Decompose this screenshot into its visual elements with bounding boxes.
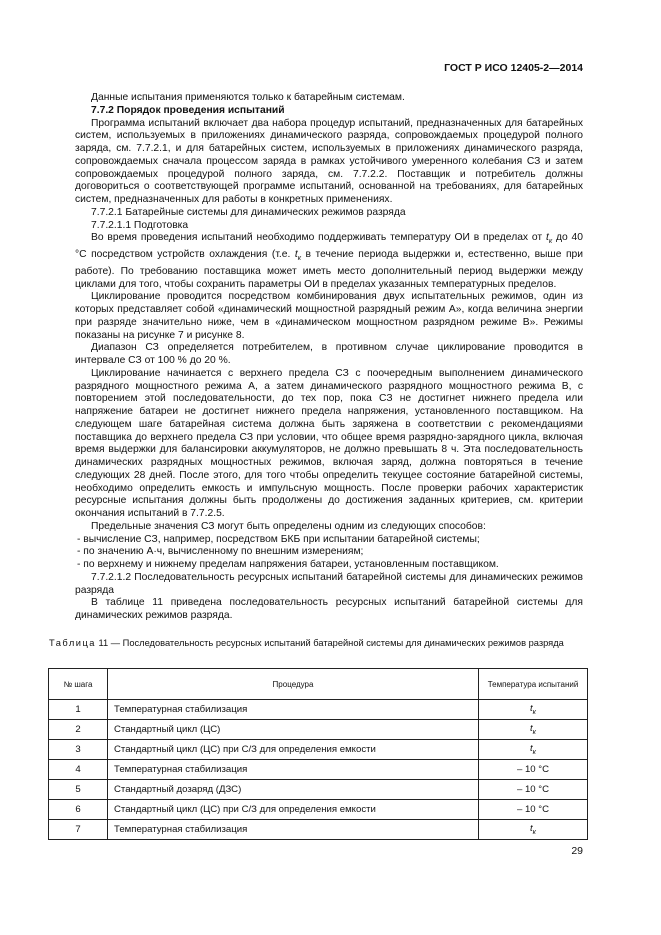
step-number: 5 (49, 780, 108, 800)
methods-list (75, 534, 583, 572)
subsection-heading: 7.7.2.1.2 Последовательность ресурсных испытаний батарейной системы для динамических режимов разряда (75, 571, 583, 596)
table-row (49, 760, 588, 780)
procedure-cell: Стандартный цикл (ЦС) при С/З для определения емкости (108, 800, 479, 820)
paragraph: Предельные значения СЗ могут быть определены одним из следующих способов: (91, 520, 486, 532)
procedure-cell: Стандартный цикл (ЦС) при С/З для определения емкости (108, 740, 479, 760)
step-number: 3 (49, 740, 108, 760)
tk-symbol: $t_к$ (294, 249, 302, 263)
temperature-cell (479, 720, 588, 740)
step-number: 1 (49, 700, 108, 720)
subsection-heading: 7.7.2.1.1 Подготовка (91, 219, 189, 231)
temperature-cell (479, 820, 588, 840)
paragraph: Диапазон СЗ определяется потребителем, в противном случае циклирование проводится в интервале СЗ от 100 % до 20 %. (75, 342, 583, 367)
test-sequence-table (48, 668, 588, 840)
paragraph: Программа испытаний включает два набора процедур испытаний, предназначенных для батарейных систем, используемых в приложениях динамического разряда, сопровождаемых процедурой полного заряда, см. 7.7.2.1, и для батарейных систем, используемых в приложениях динамического разряда, сопровождаемых сначала процессом заряда в рамках устойчивого умеренного колебания СЗ и затем сопровождаемых процедурой полного заряда, см. 7.7.2.2. Поставщик и потребитель должны договориться о соответствующей программе испытаний, основанной на требованиях, для батарейных систем, предназначенных для работы в конкретных применениях. (75, 117, 583, 205)
tk-symbol: $t_к$ (530, 703, 536, 716)
table-row (49, 820, 588, 840)
table-row (49, 780, 588, 800)
tk-symbol: $t_к$ (530, 743, 536, 756)
step-number: 6 (49, 800, 108, 820)
table-row (49, 800, 588, 820)
table-header-row (49, 669, 588, 700)
step-number: 7 (49, 820, 108, 840)
temperature-cell (479, 700, 588, 720)
tk-symbol: $t_к$ (530, 823, 536, 836)
temperature-cell: – 10 °С (479, 760, 588, 780)
table-caption: Таблица 11 — Последовательность ресурсных испытаний батарейной системы для динамических режимов разряда (49, 638, 564, 648)
temperature-cell: – 10 °С (479, 780, 588, 800)
section-heading: 7.7.2 Порядок проведения испытаний (91, 104, 285, 116)
paragraph: В таблице 11 приведена последовательность ресурсных испытаний батарейной системы для динамических режимов разряда. (75, 597, 583, 622)
table-row (49, 720, 588, 740)
table-row (49, 700, 588, 720)
column-header: № шага (49, 669, 108, 700)
subsection-heading: 7.7.2.1 Батарейные системы для динамических режимов разряда (91, 206, 406, 218)
step-number: 4 (49, 760, 108, 780)
column-header: Процедура (108, 669, 479, 700)
column-header: Температура испытаний (479, 669, 588, 700)
paragraph: Данные испытания применяются только к батарейным системам. (91, 92, 405, 103)
procedure-cell: Стандартный цикл (ЦС) (108, 720, 479, 740)
paragraph: Циклирование начинается с верхнего предела СЗ с поочередным выполнением динамического разрядного мощностного режима А, а затем динамического разрядного мощностного режима В, с повторением этой последовательности, до тех пор, пока СЗ не достигнет нижнего предела или напряжение батареи не достигнет нижнего предела напряжения, установленного поставщиком. На следующем шаге батарейная система должна быть заряжена в соответствии с рекомендациями поставщика до верхнего предела СЗ при условии, что общее время разрядно-зарядного цикла, включая время выдержки для балансировки аккумуляторов, не должно превышать 8 ч. Эта последовательность динамических разрядных мощностных режимов, включая заряд, должна повторяться в течение следующих 28 дней. После этого, для того чтобы определить текущее состояние батарейной системы, необходимо определить емкость и импульсную мощность. После проверки рабочих характеристик ресурсные испытания должны быть продолжены до достижения заданных критериев, см. критерии окончания испытаний в 7.7.2.5. (75, 367, 583, 520)
temperature-cell (479, 740, 588, 760)
table-row (49, 740, 588, 760)
list-item: - вычисление СЗ, например, посредством БКБ при испытании батарейной системы; (77, 533, 480, 545)
procedure-cell: Температурная стабилизация (108, 820, 479, 840)
paragraph: Циклирование проводится посредством комбинирования двух испытательных режимов, один из которых представляет собой «динамический мощностной разрядный режим А», когда величина энергии при разряде значительно ниже, чем в «динамическом мощностном разрядном режиме В». Режимы показаны на рисунке 7 и рисунке 8. (75, 291, 583, 341)
procedure-cell: Температурная стабилизация (108, 760, 479, 780)
tk-symbol: $t_к$ (545, 232, 553, 246)
list-item: - по значению А·ч, вычисленному по внешним измерениям; (77, 546, 364, 558)
paragraph-temperature: Во время проведения испытаний необходимо поддерживать температуру ОИ в пределах от $t_к$ до 40 °С посредством устройств охлаждения (т.е. $t_к$ в течение периода выдержки и, естественно, выше при работе). По требованию поставщика может иметь место дополнительный период выдержки между циклами для того, чтобы сохранить параметры ОИ в пределах указанных температурных пределов. (75, 232, 583, 290)
tk-symbol: $t_к$ (530, 723, 536, 736)
page-number: 29 (571, 845, 583, 857)
document-header: ГОСТ Р ИСО 12405-2—2014 (444, 62, 583, 74)
list-item: - по верхнему и нижнему пределам напряжения батареи, установленным поставщиком. (77, 559, 499, 571)
document-body (75, 92, 583, 623)
step-number: 2 (49, 720, 108, 740)
procedure-cell: Стандартный дозаряд (ДЗС) (108, 780, 479, 800)
temperature-cell: – 10 °С (479, 800, 588, 820)
procedure-cell: Температурная стабилизация (108, 700, 479, 720)
